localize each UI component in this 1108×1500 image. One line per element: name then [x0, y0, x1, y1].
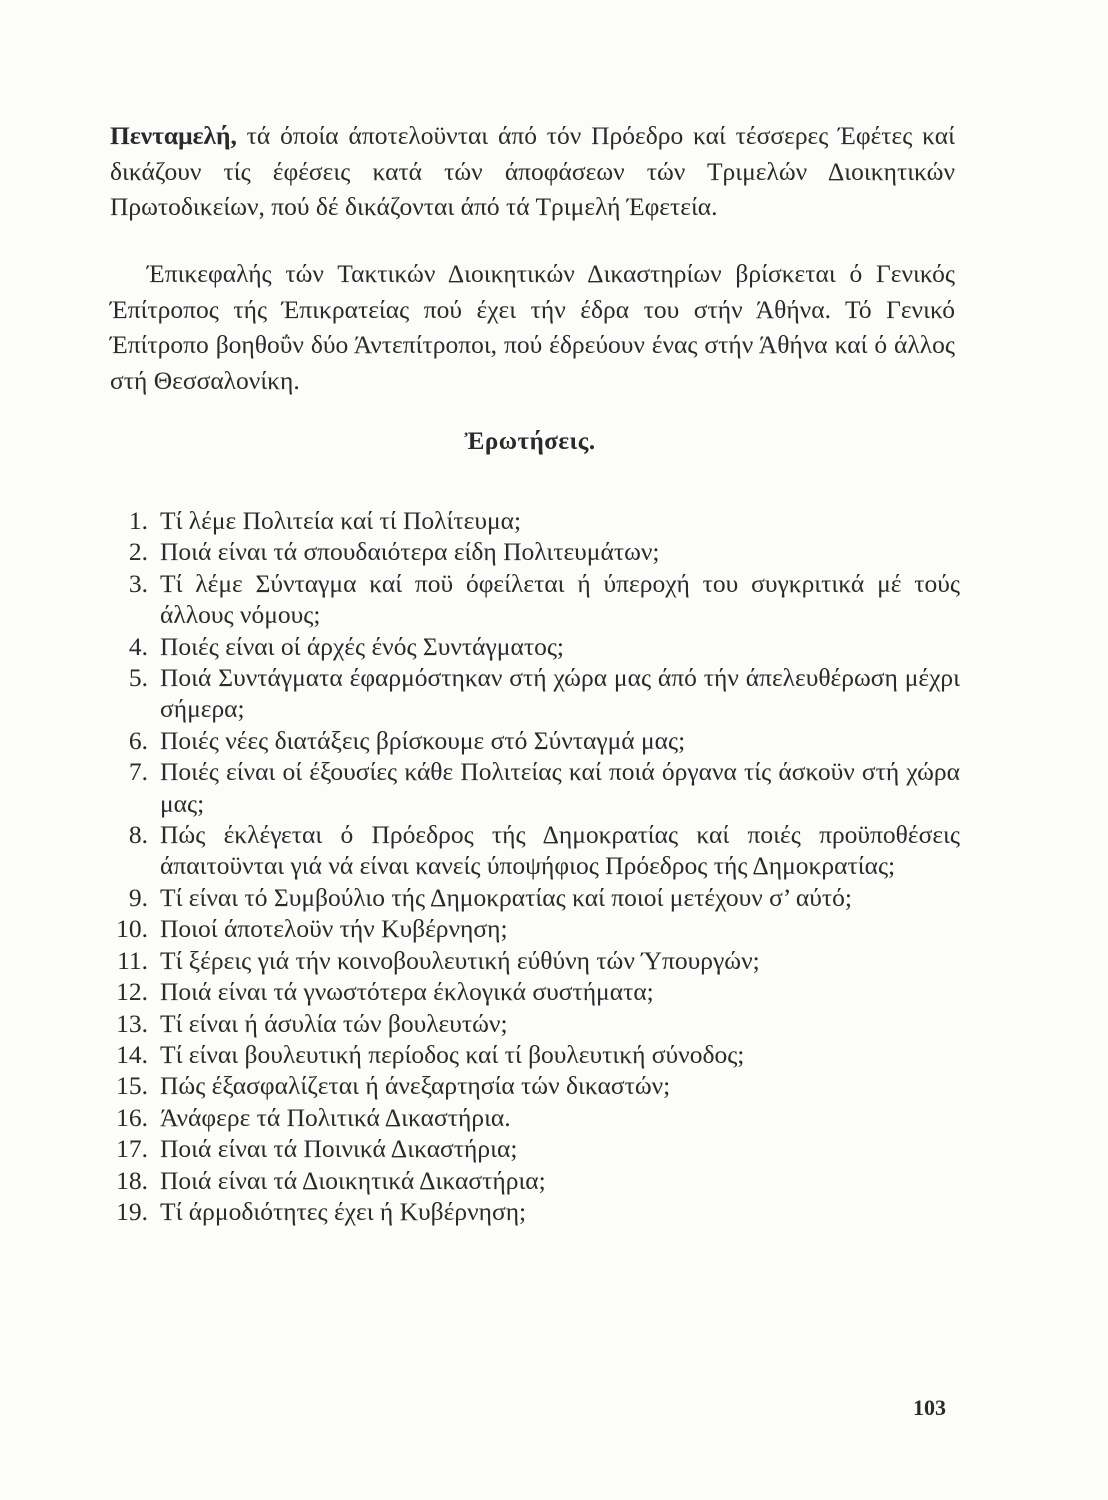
question-item: [100, 913, 960, 944]
question-number: 19.: [116, 1196, 148, 1226]
question-text: Άνάφερε τά Πολιτικά Δικαστήρια.: [160, 1102, 511, 1132]
question-item: [100, 631, 960, 662]
question-item: [100, 505, 960, 536]
paragraph-2: Έπικεφαλής τών Τακτικών Διοικητικών Δικαστηρίων βρίσκεται ό Γενικός Έπίτροπος τής Έπικρατείας πού έχει τήν έδρα του στήν Άθήνα. Τό Γενικό Έπίτροπο βοηθοΰν δύο Άντεπίτροποι, πού έδρεύουν ένας στήν Άθήνα καί ό άλλος στή Θεσσαλονίκη.: [110, 259, 955, 395]
question-number: 10.: [116, 914, 148, 944]
question-text: Τί λέμε Σύνταγμα καί ποϋ όφείλεται ή ύπεροχή του συγκριτικά μέ τούς άλλους νόμους;: [160, 568, 960, 630]
question-item: [100, 819, 960, 882]
paragraph-1-lead: Πενταμελή,: [110, 121, 237, 150]
question-text: Πώς έκλέγεται ό Πρόεδρος τής Δημοκρατίας καί ποιές προϋποθέσεις άπαιτοϋνται γιά νά είναι κανείς ύποψήφιος Πρόεδρος τής Δημοκρατίας;: [160, 820, 960, 881]
section-heading: Ἐρωτήσεις.: [464, 428, 596, 455]
question-number: 7.: [128, 757, 148, 787]
question-number: 4.: [128, 631, 148, 661]
question-number: 2.: [128, 537, 148, 567]
question-text: Ποιές είναι οί έξουσίες κάθε Πολιτείας καί ποιά όργανα τίς άσκοϋν στή χώρα μας;: [160, 757, 960, 818]
page-number: 103: [913, 1395, 946, 1420]
question-text: Πώς έξασφαλίζεται ή άνεξαρτησία τών δικαστών;: [160, 1071, 671, 1101]
question-number: 17.: [116, 1134, 148, 1164]
question-item: [100, 1039, 960, 1070]
question-text: Ποιά Συντάγματα έφαρμόστηκαν στή χώρα μας άπό τήν άπελευθέρωση μέχρι σήμερα;: [160, 663, 960, 724]
question-number: 5.: [128, 663, 148, 693]
question-number: 3.: [128, 568, 148, 598]
question-item: [100, 1008, 960, 1039]
question-text: Τί άρμοδιότητες έχει ή Κυβέρνηση;: [160, 1196, 527, 1226]
question-number: 12.: [116, 977, 148, 1007]
question-text: Τί ξέρεις γιά τήν κοινοβουλευτική εύθύνη τών Ύπουργών;: [160, 945, 760, 975]
paragraph-1: [110, 118, 955, 225]
question-item: [100, 756, 960, 819]
question-text: Ποιοί άποτελοϋν τήν Κυβέρνηση;: [160, 914, 508, 944]
question-item: [100, 882, 960, 913]
questions-list: [100, 505, 960, 1227]
question-text: Ποιά είναι τά γνωστότερα έκλογικά συστήματα;: [160, 977, 654, 1007]
question-item: [100, 536, 960, 567]
question-item: [100, 1070, 960, 1101]
question-number: 11.: [117, 945, 148, 975]
question-text: Ποιά είναι τά σπουδαιότερα είδη Πολιτευμάτων;: [160, 537, 660, 567]
question-text: Τί είναι βουλευτική περίοδος καί τί βουλευτική σύνοδος;: [160, 1039, 745, 1069]
question-number: 9.: [128, 882, 148, 912]
question-item: [100, 1165, 960, 1196]
question-text: Ποιές νέες διατάξεις βρίσκουμε στό Σύνταγμά μας;: [160, 725, 686, 755]
question-item: [100, 1133, 960, 1164]
question-text: Ποιές είναι οί άρχές ένός Συντάγματος;: [160, 631, 565, 661]
question-number: 18.: [116, 1165, 148, 1195]
question-number: 13.: [116, 1008, 148, 1038]
question-number: 6.: [128, 725, 148, 755]
question-item: [100, 976, 960, 1007]
question-text: Ποιά είναι τά Διοικητικά Δικαστήρια;: [160, 1165, 546, 1195]
question-item: [100, 1196, 960, 1227]
question-text: Τί είναι τό Συμβούλιο τής Δημοκρατίας καί ποιοί μετέχουν σ’ αύτό;: [160, 882, 852, 912]
question-item: [100, 725, 960, 756]
question-item: [100, 568, 960, 631]
question-item: [100, 945, 960, 976]
question-item: [100, 1102, 960, 1133]
question-number: 14.: [116, 1039, 148, 1069]
question-text: Τί είναι ή άσυλία τών βουλευτών;: [160, 1008, 508, 1038]
question-number: 15.: [116, 1071, 148, 1101]
question-number: 1.: [128, 506, 148, 535]
question-text: Ποιά είναι τά Ποινικά Δικαστήρια;: [160, 1134, 518, 1164]
question-text: Τί λέμε Πολιτεία καί τί Πολίτευμα;: [160, 506, 522, 535]
paragraph-1-text: τά όποία άποτελοϋνται άπό τόν Πρόεδρο καί τέσσερες Έφέτες καί δικάζουν τίς έφέσεις κατά τών άποφάσεων τών Τριμελών Διοικητικών Πρωτοδικείων, πού δέ δικάζονται άπό τά Τριμελή Έφετεία.: [110, 121, 955, 221]
question-number: 8.: [128, 820, 148, 850]
question-item: [100, 662, 960, 725]
question-number: 16.: [116, 1102, 148, 1132]
